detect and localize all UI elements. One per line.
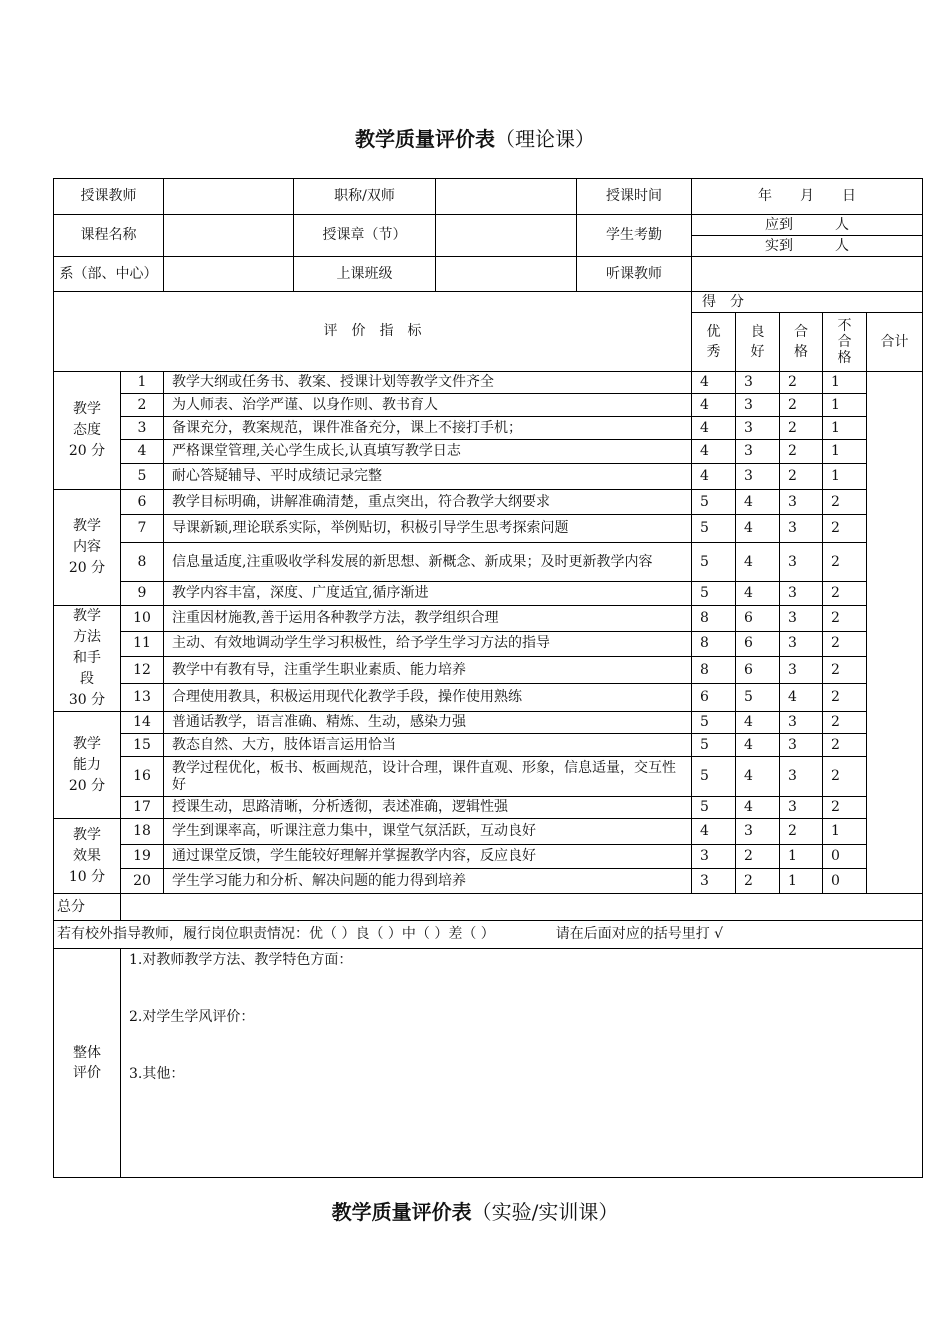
criteria-number: 6 (121, 490, 164, 515)
header-row-1 (54, 179, 923, 215)
external-hint: 请在后面对应的括号里打 √ (555, 926, 724, 942)
score-pass[interactable]: 2 (780, 819, 823, 845)
score-pass[interactable]: 1 (780, 845, 823, 869)
score-fail[interactable]: 0 (823, 869, 867, 894)
form-title-paren: （理论课） (495, 127, 595, 151)
overall-prompt-2: 2.对学生学风评价： (129, 1009, 255, 1025)
score-fail[interactable]: 1 (823, 394, 867, 417)
score-excellent[interactable]: 5 (692, 543, 736, 582)
score-pass[interactable]: 3 (780, 515, 823, 543)
score-header-row-1 (54, 292, 923, 313)
overall-comment-area[interactable] (121, 949, 923, 1178)
attendance-label: 学生考勤 (606, 227, 662, 243)
group-label-line: 教学 (73, 401, 101, 417)
group-label-line: 30 分 (68, 692, 106, 708)
score-fail[interactable]: 2 (823, 631, 867, 657)
group-label-line: 教学 (73, 608, 101, 624)
criteria-number: 9 (121, 582, 164, 606)
score-good[interactable]: 2 (736, 845, 780, 869)
criteria-text: 为人师表、治学严谨、以身作则、教书育人 (164, 394, 692, 417)
score-fail[interactable]: 2 (823, 515, 867, 543)
form-title-theory (0, 123, 950, 152)
criteria-row (54, 819, 923, 845)
total-row (54, 894, 923, 921)
criteria-body (54, 372, 923, 894)
criteria-row (54, 869, 923, 894)
h-exc-text: 优 秀 (706, 324, 721, 360)
evaluation-table (53, 178, 923, 1178)
criteria-row (54, 543, 923, 582)
score-pass[interactable]: 4 (780, 684, 823, 712)
criteria-text: 普通话教学，语言准确、精炼、生动，感染力强 (164, 712, 692, 734)
criteria-text: 教学中有教有导，注重学生职业素质、能力培养 (164, 657, 692, 684)
group-label-line: 段 (80, 671, 94, 687)
criteria-text: 合理使用教具，积极运用现代化教学手段，操作使用熟练 (164, 684, 692, 712)
total-label: 总分 (54, 894, 121, 921)
score-label: 得 分 (692, 292, 923, 313)
observer-field[interactable] (692, 257, 923, 292)
title-field-value[interactable] (436, 179, 577, 214)
score-fail[interactable]: 2 (823, 757, 867, 797)
score-good[interactable]: 2 (736, 869, 780, 894)
criteria-text: 主动、有效地调动学生学习积极性，给予学生学习方法的指导 (164, 631, 692, 657)
score-fail[interactable]: 2 (823, 543, 867, 582)
score-good[interactable]: 6 (736, 631, 780, 657)
col-good (736, 313, 780, 372)
score-good[interactable]: 4 (736, 797, 780, 819)
criteria-row (54, 631, 923, 657)
overall-prompt-3: 3.其他： (129, 1066, 185, 1082)
score-good[interactable]: 4 (736, 712, 780, 734)
group-label-line: 和手 (73, 650, 101, 666)
attendance-actual[interactable]: 实到 人 (765, 238, 849, 254)
score-pass[interactable]: 3 (780, 734, 823, 757)
total-score-field[interactable] (867, 372, 923, 894)
criteria-text: 学生学习能力和分析、解决问题的能力得到培养 (164, 869, 692, 894)
class-field-value[interactable] (436, 257, 577, 291)
teacher-label: 授课教师 (54, 179, 164, 215)
h-good-text: 良 好 (750, 324, 765, 360)
score-good[interactable]: 4 (736, 582, 780, 606)
group-label (54, 606, 121, 712)
criteria-number: 17 (121, 797, 164, 819)
score-fail[interactable]: 2 (823, 606, 867, 632)
criteria-text: 教态自然、大方，肢体语言运用恰当 (164, 734, 692, 757)
course-label: 课程名称 (54, 215, 164, 257)
criteria-text: 教学过程优化，板书、板画规范，设计合理，课件直观、形象，信息适量，交互性好 (164, 757, 692, 797)
group-label-line: 20 分 (68, 443, 106, 459)
score-excellent[interactable]: 4 (692, 394, 736, 417)
group-label (54, 712, 121, 819)
score-good[interactable]: 6 (736, 606, 780, 632)
group-label-line: 10 分 (68, 868, 106, 885)
criteria-row (54, 684, 923, 712)
criteria-text: 备课充分，教案规范，课件准备充分，课上不接打手机； (164, 417, 692, 440)
score-pass[interactable]: 2 (780, 440, 823, 464)
score-excellent[interactable]: 3 (692, 869, 736, 894)
criteria-row (54, 734, 923, 757)
score-excellent[interactable]: 5 (692, 490, 736, 515)
score-good[interactable]: 4 (736, 543, 780, 582)
score-fail[interactable]: 2 (823, 734, 867, 757)
criteria-number: 3 (121, 417, 164, 440)
score-excellent[interactable]: 4 (692, 440, 736, 464)
group-label-line: 教学 (73, 735, 101, 752)
score-excellent[interactable]: 5 (692, 515, 736, 543)
dept-field[interactable] (164, 257, 294, 292)
score-excellent[interactable]: 4 (692, 819, 736, 845)
header-row-2 (54, 215, 923, 257)
criteria-text: 严格课堂管理,关心学生成长,认真填写教学日志 (164, 440, 692, 464)
group-label-line: 方法 (73, 629, 101, 645)
score-fail[interactable]: 2 (823, 582, 867, 606)
score-pass[interactable]: 3 (780, 582, 823, 606)
criteria-row (54, 515, 923, 543)
criteria-text: 教学内容丰富，深度、广度适宜,循序渐进 (164, 582, 692, 606)
score-pass[interactable]: 2 (780, 464, 823, 490)
score-good[interactable]: 4 (736, 515, 780, 543)
criteria-row (54, 490, 923, 515)
criteria-row (54, 797, 923, 819)
criteria-row (54, 440, 923, 464)
criteria-number: 11 (121, 631, 164, 657)
score-fail[interactable]: 1 (823, 464, 867, 490)
criteria-number: 13 (121, 684, 164, 712)
attendance-expected[interactable]: 应到 人 (692, 215, 922, 236)
score-good[interactable]: 6 (736, 657, 780, 684)
score-good[interactable]: 4 (736, 490, 780, 515)
group-label-line: 效果 (73, 847, 101, 864)
criteria-number: 2 (121, 394, 164, 417)
group-label-line: 内容 (73, 539, 101, 555)
col-fail (823, 313, 867, 372)
score-pass[interactable]: 2 (780, 394, 823, 417)
col-excellent (692, 313, 736, 372)
criteria-text: 注重因材施教,善于运用各种教学方法，教学组织合理 (164, 606, 692, 632)
criteria-row (54, 606, 923, 632)
teacher-field[interactable] (164, 179, 294, 215)
group-label (54, 490, 121, 606)
score-excellent[interactable]: 4 (692, 372, 736, 394)
title-label: 职称/双师 (294, 179, 436, 215)
score-fail[interactable]: 2 (823, 657, 867, 684)
score-pass[interactable]: 3 (780, 757, 823, 797)
h-fail-text: 不 合 格 (837, 318, 852, 366)
group-label-line: 态度 (73, 422, 101, 438)
criteria-number: 12 (121, 657, 164, 684)
score-good[interactable]: 3 (736, 394, 780, 417)
score-good[interactable]: 4 (736, 757, 780, 797)
form-title-main: 教学质量评价表 (355, 127, 495, 151)
title-field[interactable] (436, 179, 692, 215)
h-pass-text: 合 格 (794, 324, 808, 360)
score-excellent[interactable]: 6 (692, 684, 736, 712)
score-excellent[interactable]: 5 (692, 734, 736, 757)
score-pass[interactable]: 3 (780, 606, 823, 632)
overall-label-line1: 整体 (73, 1045, 101, 1061)
score-fail[interactable]: 2 (823, 490, 867, 515)
chapter-label: 授课章（节） (294, 215, 436, 257)
criteria-number: 8 (121, 543, 164, 582)
attendance-cell (692, 215, 923, 257)
score-good[interactable]: 3 (736, 372, 780, 394)
score-good[interactable]: 3 (736, 819, 780, 845)
dept-label: 系（部、中心） (54, 257, 164, 292)
time-label: 授课时间 (606, 188, 662, 204)
score-excellent[interactable]: 8 (692, 631, 736, 657)
score-good[interactable]: 3 (736, 464, 780, 490)
col-pass (780, 313, 823, 372)
criteria-number: 7 (121, 515, 164, 543)
form-title-main-2: 教学质量评价表 (331, 1200, 472, 1224)
group-label-line: 20 分 (68, 560, 106, 576)
score-pass[interactable]: 3 (780, 490, 823, 515)
score-fail[interactable]: 1 (823, 440, 867, 464)
criteria-number: 5 (121, 464, 164, 490)
group-label-line: 能力 (73, 756, 101, 773)
score-fail[interactable]: 1 (823, 372, 867, 394)
overall-prompt-1: 1.对教师教学方法、教学特色方面： (129, 952, 353, 968)
score-good[interactable]: 3 (736, 417, 780, 440)
criteria-row (54, 394, 923, 417)
class-label: 上课班级 (294, 257, 436, 292)
criteria-text: 教学大纲或任务书、教案、授课计划等教学文件齐全 (164, 372, 692, 394)
group-label-line: 教学 (73, 518, 101, 534)
overall-label (54, 949, 121, 1178)
overall-label-line2: 评价 (73, 1065, 101, 1081)
criteria-row (54, 417, 923, 440)
score-pass[interactable]: 3 (780, 657, 823, 684)
chapter-field-value[interactable] (436, 215, 577, 256)
score-pass[interactable]: 2 (780, 417, 823, 440)
form-title-lab (0, 1196, 950, 1225)
score-excellent[interactable]: 8 (692, 606, 736, 632)
total-field[interactable] (121, 894, 923, 921)
score-excellent[interactable]: 3 (692, 845, 736, 869)
overall-row (54, 949, 923, 1178)
criteria-row (54, 464, 923, 490)
criteria-number: 10 (121, 606, 164, 632)
score-excellent[interactable]: 5 (692, 797, 736, 819)
criteria-number: 20 (121, 869, 164, 894)
class-field[interactable] (436, 257, 692, 292)
score-pass[interactable]: 1 (780, 869, 823, 894)
criteria-row (54, 712, 923, 734)
score-excellent[interactable]: 5 (692, 582, 736, 606)
criteria-text: 教学目标明确，讲解准确清楚，重点突出，符合教学大纲要求 (164, 490, 692, 515)
criteria-row (54, 757, 923, 797)
course-field[interactable] (164, 215, 294, 257)
header-row-3 (54, 257, 923, 292)
score-fail[interactable]: 2 (823, 712, 867, 734)
criteria-row (54, 372, 923, 394)
criteria-number: 4 (121, 440, 164, 464)
score-fail[interactable]: 1 (823, 417, 867, 440)
external-cell (54, 921, 923, 949)
criteria-number: 19 (121, 845, 164, 869)
score-fail[interactable]: 0 (823, 845, 867, 869)
form-title-paren-2: （实验/实训课） (471, 1200, 619, 1224)
time-value[interactable]: 年 月 日 (692, 179, 923, 215)
group-label-line: 教学 (73, 826, 101, 843)
indicator-label: 评 价 指 标 (54, 292, 692, 372)
criteria-text: 信息量适度,注重吸收学科发展的新思想、新概念、新成果；及时更新教学内容 (164, 543, 692, 582)
score-pass[interactable]: 3 (780, 712, 823, 734)
score-excellent[interactable]: 4 (692, 464, 736, 490)
score-excellent[interactable]: 5 (692, 712, 736, 734)
score-excellent[interactable]: 8 (692, 657, 736, 684)
criteria-text: 学生到课率高，听课注意力集中，课堂气氛活跃，互动良好 (164, 819, 692, 845)
score-fail[interactable]: 2 (823, 684, 867, 712)
criteria-number: 1 (121, 372, 164, 394)
group-label (54, 819, 121, 894)
external-text: 若有校外指导教师，履行岗位职责情况：优（ ）良（ ）中（ ）差（ ） (57, 926, 495, 942)
criteria-number: 18 (121, 819, 164, 845)
group-label-line: 20 分 (68, 777, 106, 794)
criteria-text: 通过课堂反馈，学生能较好理解并掌握教学内容，反应良好 (164, 845, 692, 869)
criteria-row (54, 657, 923, 684)
score-fail[interactable]: 2 (823, 797, 867, 819)
score-excellent[interactable]: 5 (692, 757, 736, 797)
col-total: 合计 (867, 313, 923, 372)
criteria-number: 16 (121, 757, 164, 797)
score-pass[interactable]: 2 (780, 372, 823, 394)
external-row (54, 921, 923, 949)
group-label (54, 372, 121, 490)
criteria-row (54, 845, 923, 869)
score-pass[interactable]: 3 (780, 543, 823, 582)
score-pass[interactable]: 3 (780, 631, 823, 657)
score-good[interactable]: 5 (736, 684, 780, 712)
chapter-field[interactable] (436, 215, 692, 257)
score-pass[interactable]: 3 (780, 797, 823, 819)
criteria-text: 授课生动，思路清晰，分析透彻，表述准确，逻辑性强 (164, 797, 692, 819)
criteria-text: 耐心答疑辅导、平时成绩记录完整 (164, 464, 692, 490)
observer-label: 听课教师 (606, 265, 662, 282)
score-good[interactable]: 4 (736, 734, 780, 757)
score-excellent[interactable]: 4 (692, 417, 736, 440)
criteria-number: 15 (121, 734, 164, 757)
criteria-row (54, 582, 923, 606)
criteria-number: 14 (121, 712, 164, 734)
score-good[interactable]: 3 (736, 440, 780, 464)
criteria-text: 导课新颖,理论联系实际，举例贴切，积极引导学生思考探索问题 (164, 515, 692, 543)
score-fail[interactable]: 1 (823, 819, 867, 845)
